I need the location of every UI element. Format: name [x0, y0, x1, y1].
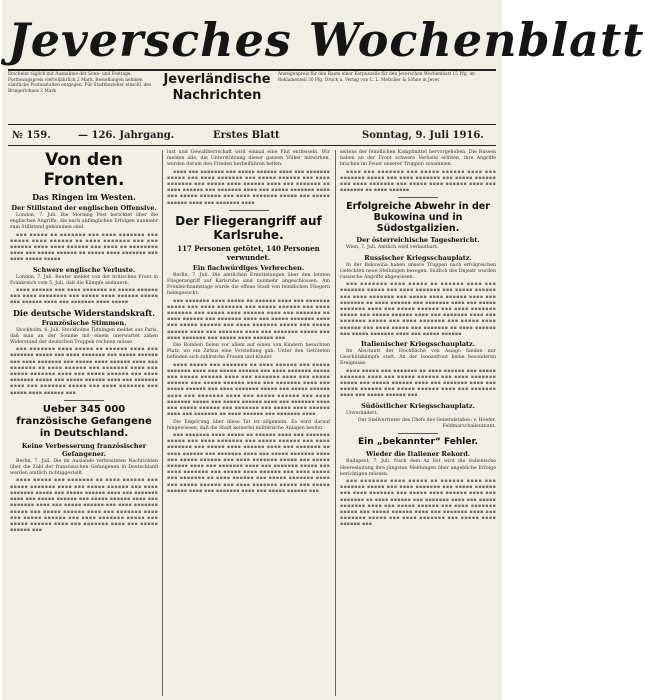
- article-paragraph-filler: ▪▪▪▪ ▪▪▪ ▪▪▪▪▪▪▪ ▪▪▪ ▪▪▪▪▪ ▪▪▪▪▪▪ ▪▪▪▪ ▪▪▪ ▪▪▪▪▪▪▪ ▪▪▪▪▪ ▪▪▪ ▪▪▪▪ ▪▪▪▪▪▪▪ ▪▪▪ ▪▪▪▪▪ ▪▪▪▪▪▪ ▪▪▪ ▪▪▪▪ ▪▪▪▪▪▪▪ ▪▪▪ ▪▪▪▪▪ ▪▪▪▪ ▪▪▪▪▪▪ ▪▪▪▪ ▪▪▪ ▪▪▪▪▪▪▪ ▪▪ ▪▪▪▪ ▪▪▪▪▪▪: [340, 169, 496, 194]
- article-paragraph-filler: ▪▪▪ ▪▪▪▪▪▪▪ ▪▪▪▪ ▪▪▪▪▪ ▪▪ ▪▪▪▪▪▪ ▪▪▪▪ ▪▪▪ ▪▪▪▪▪▪▪ ▪▪▪▪▪ ▪▪▪ ▪▪▪▪ ▪▪▪▪▪▪▪ ▪▪▪ ▪▪▪▪▪ ▪▪▪▪▪▪ ▪▪▪ ▪▪▪▪ ▪▪▪▪▪▪▪ ▪▪▪ ▪▪▪▪▪ ▪▪▪▪ ▪▪▪▪▪▪ ▪▪▪▪ ▪▪▪ ▪▪▪▪▪▪▪ ▪▪ ▪▪▪▪ ▪▪▪▪▪▪ ▪▪▪ ▪▪▪▪▪▪▪ ▪▪▪▪ ▪▪▪ ▪▪▪▪▪ ▪▪▪▪▪▪▪ ▪▪▪▪ ▪▪▪ ▪▪▪▪▪ ▪▪▪▪▪▪ ▪▪▪ ▪▪▪▪ ▪▪▪▪▪▪▪ ▪▪▪▪▪ ▪▪▪ ▪▪▪▪▪ ▪▪▪▪▪▪ ▪▪▪▪ ▪▪▪ ▪▪▪▪▪▪▪ ▪▪▪▪ ▪▪▪ ▪▪▪▪▪▪▪ ▪▪▪▪▪ ▪▪▪ ▪▪▪▪ ▪▪▪▪▪▪▪ ▪▪▪ ▪▪▪▪▪ ▪▪▪▪ ▪▪▪▪▪▪ ▪▪▪: [167, 298, 330, 341]
- article-paragraph-filler: ▪▪▪▪ ▪▪▪▪▪ ▪▪▪ ▪▪▪▪▪▪▪ ▪▪ ▪▪▪▪ ▪▪▪▪▪▪ ▪▪▪ ▪▪▪▪▪ ▪▪▪▪▪▪▪ ▪▪▪▪ ▪▪▪ ▪▪▪▪▪ ▪▪▪▪▪▪ ▪▪▪ ▪▪▪▪ ▪▪▪▪▪▪▪ ▪▪▪▪▪ ▪▪▪ ▪▪▪▪▪ ▪▪▪▪▪▪ ▪▪▪▪ ▪▪▪ ▪▪▪▪▪▪▪ ▪▪▪▪ ▪▪▪ ▪▪▪▪▪ ▪▪▪▪▪▪ ▪▪▪ ▪▪▪▪▪ ▪▪▪▪▪▪ ▪▪▪▪ ▪▪▪ ▪▪▪▪▪▪▪ ▪▪▪▪ ▪▪▪ ▪▪▪▪▪ ▪▪▪▪▪▪ ▪▪▪ ▪▪▪▪ ▪▪▪▪▪▪▪ ▪▪▪▪▪ ▪▪▪ ▪▪▪▪▪ ▪▪▪▪▪▪ ▪▪▪▪ ▪▪▪ ▪▪▪▪▪▪▪ ▪▪▪▪ ▪▪▪ ▪▪▪▪▪ ▪▪▪▪▪▪ ▪▪▪ ▪▪▪▪ ▪▪▪▪▪▪▪ ▪▪▪▪▪ ▪▪▪ ▪▪▪▪▪ ▪▪▪▪▪▪ ▪▪▪▪ ▪▪▪ ▪▪▪▪▪▪▪ ▪▪▪▪ ▪▪▪ ▪▪▪▪▪ ▪▪▪▪▪▪ ▪▪▪ ▪▪▪▪▪▪▪ ▪▪▪ ▪▪▪▪▪ ▪▪▪▪ ▪▪▪▪▪▪ ▪▪▪▪ ▪▪▪ ▪▪▪▪▪▪▪ ▪▪ ▪▪▪▪ ▪▪▪▪▪▪ ▪▪▪ ▪▪▪▪▪▪▪ ▪▪▪▪: [167, 362, 330, 418]
- article-paragraph: Wien, 7. Juli. Amtlich wird verlautbart:: [346, 245, 439, 251]
- sheet-label: Erstes Blatt: [213, 130, 280, 141]
- dateline-top-rule: [8, 124, 496, 125]
- subhead-resistance: Die deutsche Widerstandskraft.: [12, 307, 156, 318]
- article-paragraph-filler: ▪▪▪ ▪▪▪▪▪▪▪ ▪▪▪▪ ▪▪▪▪▪ ▪▪ ▪▪▪▪▪▪ ▪▪▪▪ ▪▪▪ ▪▪▪▪▪▪▪ ▪▪▪▪▪ ▪▪▪ ▪▪▪▪ ▪▪▪▪▪▪▪ ▪▪▪ ▪▪▪▪▪ ▪▪▪▪▪▪ ▪▪▪ ▪▪▪▪ ▪▪▪▪▪▪▪ ▪▪▪ ▪▪▪▪▪ ▪▪▪▪ ▪▪▪▪▪▪ ▪▪▪▪ ▪▪▪ ▪▪▪▪▪▪▪ ▪▪ ▪▪▪▪ ▪▪▪▪▪▪ ▪▪▪ ▪▪▪▪▪▪▪ ▪▪▪▪ ▪▪▪ ▪▪▪▪▪ ▪▪▪▪▪▪▪ ▪▪▪▪ ▪▪▪ ▪▪▪▪▪ ▪▪▪▪▪▪ ▪▪▪ ▪▪▪▪ ▪▪▪▪▪▪▪ ▪▪▪▪▪ ▪▪▪ ▪▪▪▪▪ ▪▪▪▪▪▪ ▪▪▪▪ ▪▪▪ ▪▪▪▪▪▪▪ ▪▪▪▪ ▪▪▪ ▪▪▪▪▪▪▪ ▪▪▪▪▪ ▪▪▪ ▪▪▪▪ ▪▪▪▪▪▪▪ ▪▪▪ ▪▪▪▪▪ ▪▪▪▪ ▪▪▪▪▪▪ ▪▪▪ ▪▪▪▪ ▪▪▪▪▪ ▪▪▪ ▪▪▪▪▪▪▪ ▪▪ ▪▪▪▪ ▪▪▪▪▪▪ ▪▪▪ ▪▪▪▪▪ ▪▪▪▪▪▪▪ ▪▪▪▪ ▪▪▪ ▪▪▪▪▪ ▪▪▪▪▪▪ ▪▪▪ ▪▪▪▪ ▪▪▪▪▪▪▪ ▪▪▪▪▪ ▪▪▪ ▪▪▪▪▪ ▪▪▪▪▪▪ ▪▪▪▪ ▪▪▪ ▪▪▪▪▪▪▪ ▪▪▪▪ ▪▪▪ ▪▪▪▪▪ ▪▪▪▪▪▪ ▪▪▪: [167, 432, 330, 494]
- article-paragraph: London, 7. Juli. Die Morning Post berichtet über die englischen Angriffe, die nach anfänglichen Erfolgen nunmehr zum Stillstand gekommen sind.: [10, 213, 158, 231]
- dateline-bottom-rule: [8, 145, 496, 146]
- volume-year: — 126. Jahrgang.: [78, 130, 175, 141]
- subhead-italian-front: Italienischer Kriegsschauplatz.: [360, 340, 476, 349]
- article-paragraph: Die Empörung über diese Tat ist allgemein. Es wird darauf hingewiesen, daß die Stadt keinerlei militärische Anlagen besitzt.: [167, 419, 330, 431]
- headline-prisoners: Ueber 345 000 französische Gefangene in Deutschland.: [16, 403, 152, 439]
- subtitle-block: [162, 72, 272, 118]
- article-paragraph: Berlin, 7. Juli. Die im Auslande verbreiteten Nachrichten über die Zahl der französischen Gefangenen in Deutschland werden amtlich richtiggestellt.: [10, 458, 158, 477]
- headline-air-raid: Der Fliegerangriff auf Karlsruhe.: [175, 213, 322, 242]
- subtitle-line-1: Jeverländische: [163, 72, 271, 87]
- column-divider-1: [162, 150, 163, 696]
- article-paragraph: Die Bomben fielen vor allem auf einen von Kindern besuchten Platz, wo ein Zirkus eine Vorstellung gab. Unter den Getöteten befinden sich zahlreiche Frauen und Kinder.: [167, 343, 330, 361]
- article-paragraph-filler: ▪▪▪ ▪▪▪▪▪ ▪▪ ▪▪▪▪▪▪▪ ▪▪▪ ▪▪▪▪ ▪▪▪▪▪▪▪ ▪▪▪ ▪▪▪▪▪ ▪▪▪▪ ▪▪▪▪▪▪ ▪▪ ▪▪▪▪ ▪▪▪▪▪▪▪ ▪▪▪ ▪▪▪ ▪▪▪▪▪▪ ▪▪▪▪ ▪▪▪▪ ▪▪▪▪▪▪ ▪▪▪ ▪▪▪▪ ▪▪ ▪▪▪▪▪▪▪▪ ▪▪▪▪ ▪▪▪ ▪▪▪▪▪ ▪▪▪▪▪▪ ▪▪ ▪▪▪▪▪ ▪▪▪▪ ▪▪▪▪▪▪▪ ▪▪▪ ▪▪▪▪ ▪▪▪▪▪ ▪▪▪▪▪: [10, 232, 158, 263]
- divider: [64, 400, 104, 401]
- subhead-losses: Schwere englische Verluste.: [32, 265, 136, 274]
- advertising-info: Anzeigenpreis für den Raum einer Korpuszeile für den Jeverschen Wochenblatt 15 Pfg. im Reklamenteil 30 Pfg. Druck u. Verlag von C. L. Mettcker & Söhne in Jever: [278, 72, 475, 83]
- issue-date: Sonntag, 9. Juli 1916.: [362, 130, 484, 141]
- subhead-southeast-front: Südöstlicher Kriegsschauplatz.: [361, 401, 475, 410]
- subhead-crime: Ein flachwürdiges Verbrechen.: [192, 263, 305, 272]
- article-paragraph-filler: ▪▪▪ ▪▪▪▪▪▪▪ ▪▪▪▪ ▪▪▪▪▪ ▪▪ ▪▪▪▪▪▪ ▪▪▪▪ ▪▪▪ ▪▪▪▪▪▪▪ ▪▪▪▪▪ ▪▪▪ ▪▪▪▪ ▪▪▪▪▪▪▪ ▪▪▪ ▪▪▪▪▪ ▪▪▪▪▪▪ ▪▪▪ ▪▪▪▪ ▪▪▪▪▪▪▪ ▪▪▪ ▪▪▪▪▪ ▪▪▪▪ ▪▪▪▪▪▪ ▪▪▪▪ ▪▪▪ ▪▪▪▪▪▪▪ ▪▪ ▪▪▪▪ ▪▪▪▪▪▪ ▪▪▪ ▪▪▪▪▪▪▪ ▪▪▪▪ ▪▪▪ ▪▪▪▪▪ ▪▪▪▪▪▪▪ ▪▪▪▪ ▪▪▪ ▪▪▪▪▪ ▪▪▪▪▪▪ ▪▪▪ ▪▪▪▪ ▪▪▪▪▪▪▪ ▪▪▪▪▪ ▪▪▪ ▪▪▪▪▪ ▪▪▪▪▪▪ ▪▪▪▪ ▪▪▪ ▪▪▪▪▪▪▪ ▪▪▪▪ ▪▪▪ ▪▪▪▪▪▪▪ ▪▪▪▪▪ ▪▪▪ ▪▪▪▪ ▪▪▪▪▪▪▪ ▪▪▪ ▪▪▪▪▪ ▪▪▪▪ ▪▪▪▪▪▪ ▪▪▪: [10, 347, 158, 396]
- subhead-french-voices: Französische Stimmen.: [41, 318, 127, 327]
- subhead-standstill: Der Stillstand der englischen Offensive.: [11, 204, 157, 212]
- divider: [398, 433, 438, 434]
- subhead-russian-front: Russischer Kriegsschauplatz.: [364, 253, 472, 262]
- divider: [398, 197, 438, 198]
- article-paragraph: seitens der feindlichen Kampfmittel hervorgehoben. Die Russen haben an der Front schwere Verluste erlitten, ihre Angriffe brachen im Feuer unserer Truppen zusammen.: [340, 150, 496, 168]
- masthead-rule: [8, 69, 496, 71]
- article-paragraph-filler: ▪▪▪▪ ▪▪▪ ▪▪▪▪▪▪▪ ▪▪▪ ▪▪▪▪▪ ▪▪▪▪▪▪ ▪▪▪▪ ▪▪▪ ▪▪▪▪▪▪▪ ▪▪▪▪▪ ▪▪▪ ▪▪▪▪ ▪▪▪▪▪▪▪ ▪▪▪ ▪▪▪▪▪ ▪▪▪▪▪▪ ▪▪▪ ▪▪▪▪ ▪▪▪▪▪▪▪ ▪▪▪ ▪▪▪▪▪ ▪▪▪▪ ▪▪▪▪▪▪ ▪▪▪▪ ▪▪▪ ▪▪▪▪▪▪▪ ▪▪ ▪▪▪▪ ▪▪▪▪▪▪ ▪▪▪ ▪▪▪▪▪▪▪ ▪▪▪▪ ▪▪▪ ▪▪▪▪▪ ▪▪▪▪▪▪▪ ▪▪▪▪ ▪▪▪ ▪▪▪▪▪ ▪▪▪▪▪▪ ▪▪▪ ▪▪▪▪ ▪▪▪▪▪▪▪ ▪▪▪▪▪ ▪▪▪ ▪▪▪▪▪ ▪▪▪▪▪▪ ▪▪▪▪ ▪▪▪ ▪▪▪▪▪▪▪ ▪▪▪▪: [167, 169, 330, 206]
- headline-known-error: Ein „bekannter“ Fehler.: [357, 437, 479, 448]
- article-paragraph: Im Abschnitt der Hochfläche von Asiago fanden nur Geschützkämpfe statt. An der Isonzofront keine besonderen Ereignisse.: [340, 349, 496, 367]
- subhead-italian-record: Wieder die Italiener Rekord.: [365, 450, 471, 459]
- masthead-title: Jeversches Wochenblatt: [8, 13, 645, 67]
- article-paragraph-filler: ▪▪▪▪ ▪▪▪▪▪▪ ▪▪▪ ▪▪▪▪ ▪▪▪▪▪▪▪ ▪▪ ▪▪▪▪▪ ▪▪▪▪▪▪ ▪▪▪ ▪▪▪▪ ▪▪▪▪▪▪▪▪ ▪▪▪ ▪▪▪▪▪ ▪▪▪▪ ▪▪▪▪▪▪ ▪▪▪▪▪ ▪▪▪ ▪▪▪▪▪▪ ▪▪▪▪ ▪▪▪ ▪▪▪▪▪▪▪ ▪▪▪▪ ▪▪▪▪▪: [10, 288, 158, 306]
- divider: [229, 210, 269, 211]
- article-paragraph: London, 7. Juli. Reuter meldet von der britischen Front in Frankreich vom 5. Juli, daß die Kämpfe andauern.: [10, 274, 158, 286]
- subscription-info: Erscheint täglich mit Ausnahme der Sonn- und Festtage. Postbezugspreis vierteljährlich 2 Mark, Bestellungen nehmen sämtliche Postanstalten entgegen. Für Stadtbezieher einschl. des Bringerlohnes 2 Mark: [8, 72, 152, 94]
- signature: Der Stellvertreter des Chefs des Generalstabes: v. Hoefer, Feldmarschalleutnant.: [357, 417, 496, 430]
- subhead-casualties: 117 Personen getötet, 140 Personen verwundet.: [177, 243, 320, 262]
- column-3: [340, 150, 496, 696]
- dateline: [8, 128, 496, 144]
- article-paragraph: In der Bukowina haben unsere Truppen nach erfolgreichen Gefechten neue Stellungen bezogen. Südlich des Dnjestr wurden russische Angriffe abgewiesen.: [340, 262, 496, 281]
- article-paragraph: Berlin, 7. Juli. Die amtlichen Ermittelungen über den letzten Fliegerangriff auf Karlsruhe sind nunmehr abgeschlossen. Am Fronleichnamstage wurde die offene Stadt von feindlichen Fliegern heimgesucht.: [167, 272, 330, 297]
- headline-bukowina: Erfolgreiche Abwehr in der Bukowina und in Südostgalizien.: [346, 201, 490, 235]
- article-paragraph-filler: ▪▪▪▪ ▪▪▪▪▪ ▪▪▪ ▪▪▪▪▪▪▪ ▪▪ ▪▪▪▪ ▪▪▪▪▪▪ ▪▪▪ ▪▪▪▪▪ ▪▪▪▪▪▪▪ ▪▪▪▪ ▪▪▪ ▪▪▪▪▪ ▪▪▪▪▪▪ ▪▪▪ ▪▪▪▪ ▪▪▪▪▪▪▪ ▪▪▪▪▪ ▪▪▪ ▪▪▪▪▪ ▪▪▪▪▪▪ ▪▪▪▪ ▪▪▪ ▪▪▪▪▪▪▪ ▪▪▪▪ ▪▪▪ ▪▪▪▪▪ ▪▪▪▪▪▪ ▪▪▪ ▪▪▪▪▪ ▪▪▪▪▪▪ ▪▪▪▪ ▪▪▪ ▪▪▪▪▪▪▪ ▪▪▪▪ ▪▪▪ ▪▪▪▪▪ ▪▪▪▪▪▪ ▪▪▪: [340, 368, 496, 399]
- newspaper-page: [2, 0, 645, 700]
- subhead-austrian-report: Der österreichische Tagesbericht.: [356, 236, 480, 245]
- article-paragraph: Budapest, 7. Juli. Nach dem Az Est wird die italienische Heeresleitung ihre jüngsten Meldungen über angebliche Erfolge berichtigen müssen.: [340, 459, 496, 477]
- column-1: [10, 150, 158, 696]
- column-divider-2: [335, 150, 336, 696]
- column-2: [167, 150, 330, 696]
- subtitle-line-2: Nachrichten: [172, 88, 262, 103]
- article-paragraph-filler: ▪▪▪ ▪▪▪▪▪▪▪ ▪▪▪▪ ▪▪▪▪▪ ▪▪ ▪▪▪▪▪▪ ▪▪▪▪ ▪▪▪ ▪▪▪▪▪▪▪ ▪▪▪▪▪ ▪▪▪ ▪▪▪▪ ▪▪▪▪▪▪▪ ▪▪▪ ▪▪▪▪▪ ▪▪▪▪▪▪ ▪▪▪ ▪▪▪▪ ▪▪▪▪▪▪▪ ▪▪▪ ▪▪▪▪▪ ▪▪▪▪ ▪▪▪▪▪▪ ▪▪▪▪ ▪▪▪ ▪▪▪▪▪▪▪ ▪▪ ▪▪▪▪ ▪▪▪▪▪▪ ▪▪▪ ▪▪▪▪▪▪▪ ▪▪▪▪ ▪▪▪ ▪▪▪▪▪ ▪▪▪▪▪▪▪ ▪▪▪▪ ▪▪▪ ▪▪▪▪▪ ▪▪▪▪▪▪ ▪▪▪ ▪▪▪▪ ▪▪▪▪▪▪▪ ▪▪▪▪▪ ▪▪▪ ▪▪▪▪▪ ▪▪▪▪▪▪ ▪▪▪▪ ▪▪▪ ▪▪▪▪▪▪▪ ▪▪▪▪ ▪▪▪ ▪▪▪▪▪▪▪ ▪▪▪▪▪ ▪▪▪ ▪▪▪▪ ▪▪▪▪▪▪▪ ▪▪▪ ▪▪▪▪▪ ▪▪▪▪ ▪▪▪▪▪▪ ▪▪▪ ▪▪▪▪ ▪▪▪▪▪ ▪▪▪ ▪▪▪▪▪▪▪ ▪▪ ▪▪▪▪ ▪▪▪▪▪▪ ▪▪▪ ▪▪▪▪▪ ▪▪▪▪▪▪▪ ▪▪▪▪ ▪▪▪ ▪▪▪▪▪ ▪▪▪▪▪▪: [340, 282, 496, 337]
- article-paragraph: Stockholm, 6. Juli. Stockholms Tidningen meldet aus Paris, daß man an der Somme mit einem unerwartet zähen Widerstand der deutschen Truppen rechnen müsse.: [10, 327, 158, 346]
- article-paragraph: Unverändert.: [346, 410, 378, 416]
- article-paragraph-filler: ▪▪▪ ▪▪▪▪▪▪▪ ▪▪▪▪ ▪▪▪▪▪ ▪▪ ▪▪▪▪▪▪ ▪▪▪▪ ▪▪▪ ▪▪▪▪▪▪▪ ▪▪▪▪▪ ▪▪▪ ▪▪▪▪ ▪▪▪▪▪▪▪ ▪▪▪ ▪▪▪▪▪ ▪▪▪▪▪▪ ▪▪▪ ▪▪▪▪ ▪▪▪▪▪▪▪ ▪▪▪ ▪▪▪▪▪ ▪▪▪▪ ▪▪▪▪▪▪ ▪▪▪▪ ▪▪▪ ▪▪▪▪▪▪▪ ▪▪ ▪▪▪▪ ▪▪▪▪▪▪ ▪▪▪ ▪▪▪▪▪▪▪ ▪▪▪▪ ▪▪▪ ▪▪▪▪▪ ▪▪▪▪▪▪▪ ▪▪▪▪ ▪▪▪ ▪▪▪▪▪ ▪▪▪▪▪▪ ▪▪▪ ▪▪▪▪ ▪▪▪▪▪▪▪ ▪▪▪▪▪ ▪▪▪ ▪▪▪▪▪ ▪▪▪▪▪▪ ▪▪▪▪ ▪▪▪ ▪▪▪▪▪▪▪ ▪▪▪▪ ▪▪▪ ▪▪▪▪▪▪▪ ▪▪▪▪▪ ▪▪▪ ▪▪▪▪ ▪▪▪▪▪▪▪ ▪▪▪ ▪▪▪▪▪ ▪▪▪▪ ▪▪▪▪▪▪ ▪▪▪: [340, 478, 496, 528]
- article-paragraph: lust und Gewaltherrschaft wird einmal eine Flut entfesseln. Wir melden alle, die Unterstützung dieser ganzen Völker mitwirken, werden darum den Frieden herbeiführen helfen.: [167, 150, 330, 168]
- article-paragraph-filler: ▪▪▪▪ ▪▪▪▪▪ ▪▪▪ ▪▪▪▪▪▪▪ ▪▪ ▪▪▪▪ ▪▪▪▪▪▪ ▪▪▪ ▪▪▪▪▪ ▪▪▪▪▪▪▪ ▪▪▪▪ ▪▪▪ ▪▪▪▪▪ ▪▪▪▪▪▪ ▪▪▪ ▪▪▪▪ ▪▪▪▪▪▪▪ ▪▪▪▪▪ ▪▪▪ ▪▪▪▪▪ ▪▪▪▪▪▪ ▪▪▪▪ ▪▪▪ ▪▪▪▪▪▪▪ ▪▪▪▪ ▪▪▪ ▪▪▪▪▪ ▪▪▪▪▪▪ ▪▪▪ ▪▪▪▪▪ ▪▪▪▪▪▪ ▪▪▪▪ ▪▪▪ ▪▪▪▪▪▪▪ ▪▪▪▪ ▪▪▪ ▪▪▪▪▪ ▪▪▪▪▪▪ ▪▪▪ ▪▪▪▪ ▪▪▪▪▪▪▪ ▪▪▪▪▪ ▪▪▪ ▪▪▪▪▪ ▪▪▪▪▪▪ ▪▪▪▪ ▪▪▪ ▪▪▪▪▪▪▪ ▪▪▪▪ ▪▪▪ ▪▪▪▪▪ ▪▪▪▪▪▪ ▪▪▪ ▪▪▪▪ ▪▪▪▪▪▪▪ ▪▪▪▪▪ ▪▪▪ ▪▪▪▪▪ ▪▪▪▪▪▪ ▪▪▪▪ ▪▪▪ ▪▪▪▪▪▪▪ ▪▪▪▪ ▪▪▪ ▪▪▪▪▪ ▪▪▪▪▪▪ ▪▪▪: [10, 478, 158, 534]
- issue-number: № 159.: [12, 130, 51, 141]
- section-west: Das Ringen im Westen.: [32, 192, 136, 202]
- subhead-prisoners: Keine Verbesserung französischer Gefangener.: [21, 441, 147, 458]
- headline-fronts: Von den Fronten.: [43, 150, 125, 190]
